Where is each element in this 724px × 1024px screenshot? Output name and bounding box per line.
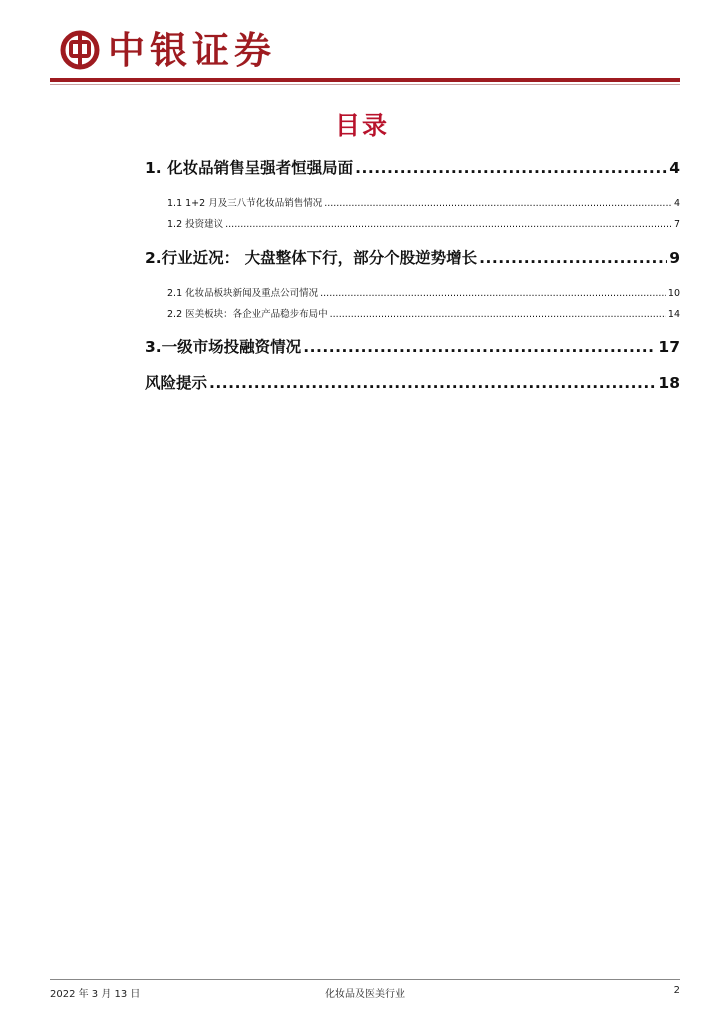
toc-entry-text: 3.一级市场投融资情况 <box>145 338 302 356</box>
toc-leader-dots <box>320 288 666 299</box>
toc-entry[interactable] <box>167 285 680 299</box>
toc-entry-page: 17 <box>658 338 680 356</box>
toc-entry-text: 1. 化妆品销售呈强者恒强局面 <box>145 159 354 177</box>
industry-name: 化妆品及医美行业 <box>325 989 405 1000</box>
toc-entry-page: 4 <box>669 159 680 177</box>
toc-entry[interactable] <box>145 156 680 178</box>
toc-entry-page: 9 <box>669 249 680 267</box>
toc-entry-page: 10 <box>667 288 680 299</box>
toc-leader-dots <box>209 374 656 392</box>
toc-leader-dots <box>479 249 667 267</box>
toc-entry[interactable] <box>167 216 680 230</box>
toc-entry-text: 2.1 化妆品板块新闻及重点公司情况 <box>167 288 319 299</box>
toc-entry[interactable] <box>145 335 680 357</box>
toc-leader-dots <box>324 198 672 209</box>
report-date: 2022 年 3 月 13 日 <box>50 989 141 1000</box>
toc-leader-dots <box>303 338 656 356</box>
page-footer <box>50 985 680 999</box>
toc-entry[interactable] <box>167 195 680 209</box>
toc-entry-text: 1.2 投资建议 <box>167 219 224 230</box>
brand-name: 中银证券 <box>108 28 276 72</box>
header-rule-thin <box>50 84 680 85</box>
toc-entry-page: 14 <box>667 309 680 320</box>
toc-leader-dots <box>355 159 667 177</box>
toc-entry-page: 7 <box>673 219 680 230</box>
toc-leader-dots <box>225 219 672 230</box>
toc-title: 目录 <box>334 111 389 140</box>
toc-entry[interactable] <box>167 306 680 320</box>
toc-leader-dots <box>330 309 666 320</box>
bank-of-china-logo-icon <box>60 30 100 70</box>
toc-entry-text: 1.1 1+2 月及三八节化妆品销售情况 <box>167 198 323 209</box>
toc-entry-text: 2.2 医美板块：各企业产品稳步布局中 <box>167 309 328 320</box>
toc-entry-page: 18 <box>658 374 680 392</box>
toc-entry-text: 2.行业近况： 大盘整体下行，部分个股逆势增长 <box>145 249 478 267</box>
page-number: 2 <box>673 985 680 996</box>
toc-entry[interactable] <box>145 246 680 268</box>
toc-entry-page: 4 <box>673 198 680 209</box>
footer-rule <box>50 979 680 980</box>
toc-entry[interactable] <box>145 371 680 393</box>
header-rule <box>50 78 680 82</box>
toc-entry-text: 风险提示 <box>145 374 208 392</box>
